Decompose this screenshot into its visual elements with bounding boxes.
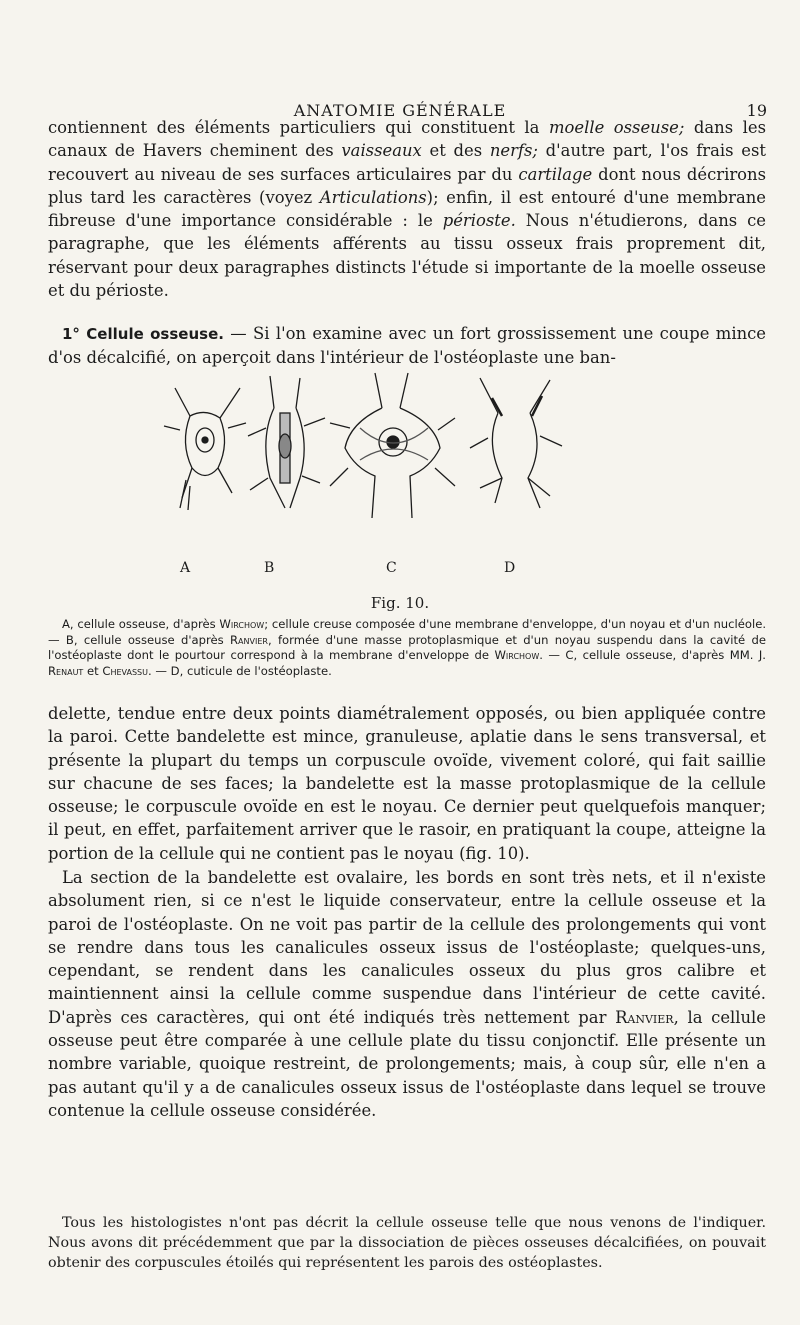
term-moelle-osseuse: moelle osseuse; [548,118,685,137]
cell-a-drawing [164,388,246,510]
bone-cell-illustrations [150,368,630,558]
figure-label-d: D [504,560,516,576]
text-run: dont nous décrirons plus tard les caractères (voyez [48,164,766,207]
figure-label-b: B [264,560,275,576]
text-run: . — C, cellule osseuse, d'après MM. J. [539,648,766,663]
running-title: ANATOMIE GÉNÉRALE [293,101,507,120]
cell-b-drawing [248,376,325,508]
figure-label-a: A [180,560,191,576]
cell-d-drawing [470,378,562,508]
author-name: Renaut [48,663,84,678]
paragraph-section-bandelette [48,866,766,1122]
page-number: 19 [746,101,767,120]
author-name: Ranvier [615,1007,674,1027]
text-run: et des [421,141,490,161]
figure-caption [48,617,766,679]
author-name: Chevassu [102,663,148,678]
term-articulations: Articulations [319,187,427,207]
text-run: Nous n'étudierons, dans ce paragraphe, que les éléments afférents au tissu osseux frais proprement dit, réservant pour deux paragraphes distincts l'étude si importante de la moelle osseuse et du périoste. [48,211,766,301]
text-run: La section de la bandelette est ovalaire, les bords en sont très nets, et il n'existe absolument rien, si ce n'est le liquide conservateur, entre la cellule osseuse et la paroi de l'ostéoplaste. On ne voit pas partir de la cellule des prolongements qui vont se rendre dans tous les canalicules osseux issus de l'ostéoplaste; quelques-uns, cependant, se rendent dans les canalicules osseux du plus gros calibre et maintiennent ainsi la cellule comme suspendue dans l'intérieur de cette cavité. D'après ces caractères, qui ont été indiqués très nettement par [48,868,766,1027]
term-perioste: périoste. [442,211,516,231]
text-run: A, cellule osseuse, d'après [62,617,220,631]
figure-10 [150,368,630,580]
section-lead: 1° Cellule osseuse. [62,325,224,343]
term-nerfs: nerfs; [489,141,538,161]
text-run: , la cellule osseuse peut être comparée à une cellule plate du tissu conjonctif. Elle présente un nombre variable, quoique restreint, de prolongements; mais, à coup sûr, elle n'en a pas autant qu'il y a de canalicules osseux issus de l'ostéoplaste dans lequel se trouve contenue la cellule osseuse considérée. [48,1007,767,1120]
author-name: Wirchow [494,648,540,663]
paragraph-cellule-osseuse [48,322,766,370]
text-run: et [83,663,103,678]
text-run: — Si l'on examine avec un fort grossissement une coupe mince d'os décalcifié, on aperçoit dans l'intérieur de l'ostéoplaste une ban- [48,324,767,368]
text-run: ; cellule creuse composée d'une membrane d'enveloppe, d'un noyau et d'un nucléole. — B, cellule osseuse d'après [48,617,767,647]
figure-title: Fig. 10. [370,594,430,612]
author-name: Wirchow [219,617,265,631]
text-run: , formée d'une masse protoplasmique et d'un noyau suspendu dans la cavité de l'ostéoplaste dont le pourtour correspond à la membrane d'enveloppe de [48,632,766,663]
figure-label-c: C [386,560,397,576]
paragraph-intro [48,116,766,302]
text-run: d'autre part, l'os frais est recouvert au niveau de ses surfaces articulaires par du [48,141,766,184]
term-cartilage: cartilage [518,164,593,184]
text-run: dans les canaux de Havers cheminent des [48,118,766,161]
term-vaisseaux: vaisseaux [341,141,422,161]
text-run: . — D, cuticule de l'ostéoplaste. [148,663,332,678]
text-run: contiennent des éléments particuliers qui constituent la [48,118,549,137]
cell-c-drawing [330,373,455,518]
author-name: Ranvier [230,632,268,647]
footnote-paragraph: Tous les histologistes n'ont pas décrit la cellule osseuse telle que nous venons de l'indiquer. Nous avons dit précédemment que par la dissociation de pièces osseuses décalcifiées, on pouvait obtenir des corpuscules étoilés qui représentent les parois des ostéoplastes. [48,1215,766,1271]
text-run: ); enfin, il est entouré d'une membrane fibreuse d'une importance considérable : le [48,187,766,231]
paragraph-bandelette: delette, tendue entre deux points diamétralement opposés, ou bien appliquée contre la paroi. Cette bandelette est mince, granuleuse, aplatie dans le sens transversal, et présente la plupart du temps un corpuscule ovoïde, vivement coloré, qui fait saillie sur chacune de ses faces; la bandelette est la masse protoplasmique de la cellule osseuse; le corpuscule ovoïde en est le noyau. Ce dernier peut quelquefois manquer; il peut, en effet, parfaitement arriver que le rasoir, en pratiquant la coupe, atteigne la portion de la cellule qui ne contient pas le noyau (fig. 10). [48,704,766,863]
